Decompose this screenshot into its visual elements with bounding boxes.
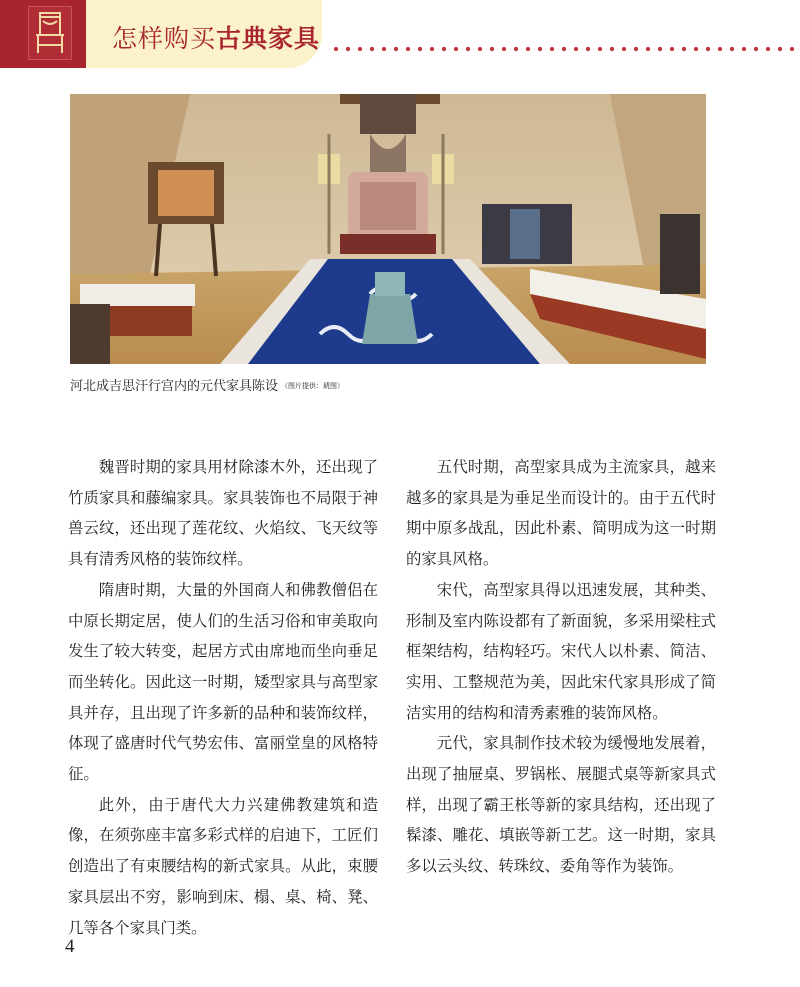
paragraph: 宋代，高型家具得以迅速发展，其种类、形制及室内陈设都有了新面貌，多采用梁柱式框架结构，结构轻巧。宋代人以朴素、简洁、实用、工整规范为美，因此宋代家具形成了简洁实用的结构和清秀素雅的装饰风格。 bbox=[406, 580, 716, 722]
paragraph: 隋唐时期，大量的外国商人和佛教僧侣在中原长期定居，使人们的生活习俗和审美取向发生了较大转变，起居方式由席地而坐向垂足而坐转化。因此这一时期，矮型家具与高型家具并存，且出现了许多新的品种和装饰纹样，体现了盛唐时代气势宏伟、富丽堂皇的风格特征。 bbox=[68, 580, 378, 784]
caption-text: 河北成吉思汗行宫内的元代家具陈设 bbox=[70, 379, 279, 394]
paragraph: 魏晋时期的家具用材除漆木外，还出现了竹质家具和藤编家具。家具装饰也不局限于神兽云纹，还出现了莲花纹、火焰纹、飞天纹等具有清秀风格的装饰纹样。 bbox=[68, 458, 378, 569]
paragraph: 此外，由于唐代大力兴建佛教建筑和造像，在须弥座丰富多彩式样的启迪下，工匠们创造出了有束腰结构的新式家具。从此，束腰家具层出不穷，影响到床、榻、桌、椅、凳、几等各个家具门类。 bbox=[68, 795, 378, 937]
chair-icon bbox=[28, 6, 72, 60]
photo-credit: （图片提供：琥图） bbox=[281, 382, 345, 390]
title-part-bold: 古典家具 bbox=[216, 24, 321, 53]
dotted-rule bbox=[330, 46, 796, 52]
throne-room-photo bbox=[70, 94, 706, 364]
paragraph: 元代，家具制作技术较为缓慢地发展着，出现了抽屉桌、罗锅枨、展腿式桌等新家具式样，出现了霸王枨等新的家具结构，还出现了髹漆、雕花、填嵌等新工艺。这一时期，家具多以云头纹、转珠纹、委角等作为装饰。 bbox=[406, 734, 716, 876]
photo-caption bbox=[70, 375, 344, 394]
right-text-column bbox=[406, 452, 716, 882]
paragraph: 五代时期，高型家具成为主流家具，越来越多的家具是为垂足坐而设计的。由于五代时期中原多战乱，因此朴素、简明成为这一时期的家具风格。 bbox=[406, 458, 716, 569]
page-number: 4 bbox=[65, 936, 75, 957]
title-part-thin: 怎样购买 bbox=[112, 24, 217, 53]
header-band bbox=[0, 0, 86, 68]
left-text-column bbox=[68, 452, 378, 943]
running-header-title bbox=[112, 19, 320, 55]
